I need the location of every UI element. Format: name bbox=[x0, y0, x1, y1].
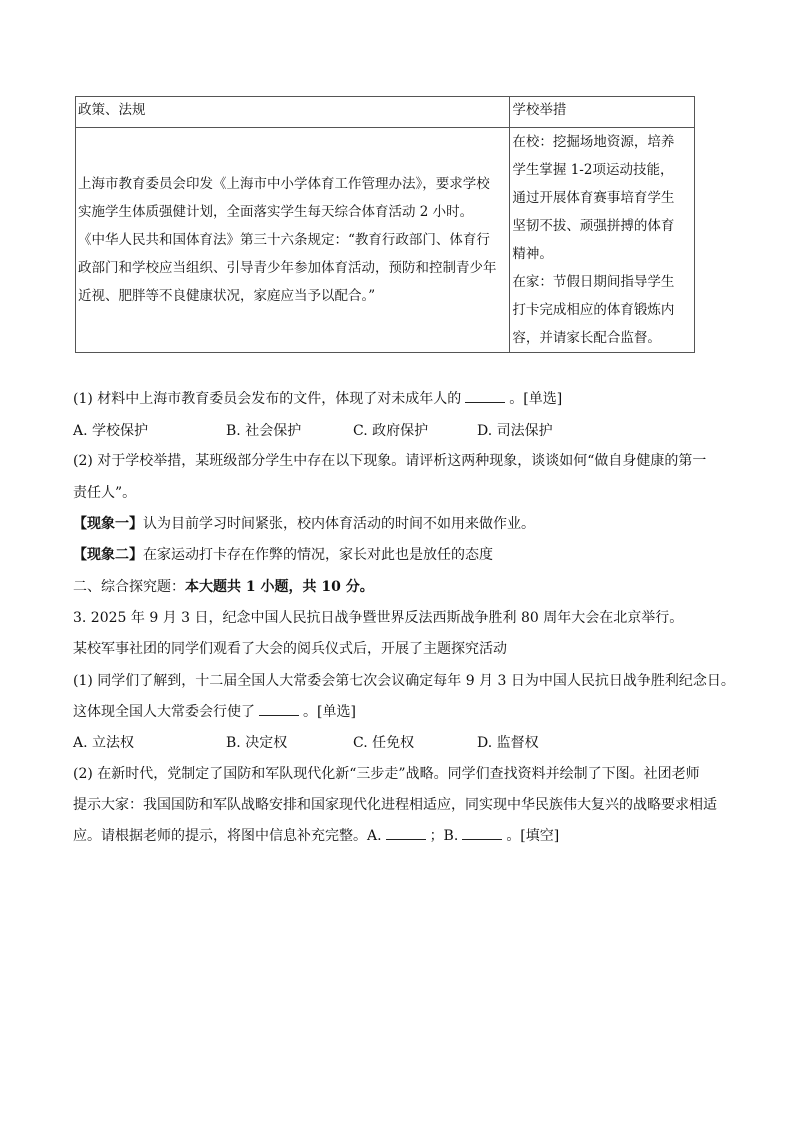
q3-intro-line: 某校军事社团的同学们观看了大会的阅兵仪式后，开展了主题探究活动 bbox=[73, 641, 507, 657]
q1-stem-suffix: 。[单选] bbox=[509, 391, 563, 407]
phenomenon-2 bbox=[73, 544, 493, 564]
measure-line: 容，并请家长配合监督。 bbox=[512, 330, 661, 346]
q1-option-a[interactable]: A. 学校保护 bbox=[73, 423, 149, 439]
policy-line: 上海市教育委员会印发《上海市中小学体育工作管理办法》，要求学校 bbox=[78, 176, 490, 192]
policy-line: 实施学生体质强健计划，全面落实学生每天综合体育活动 2 小时。 bbox=[78, 204, 474, 220]
q3-sub2-suffix: 。[填空] bbox=[506, 828, 560, 844]
q1-stem bbox=[73, 388, 562, 408]
q3-intro-line: 3. 2025 年 9 月 3 日，纪念中国人民抗日战争暨世界反法西斯战争胜利 80 周年大会在北京举行。 bbox=[73, 610, 684, 626]
q3-sub2-line: (2) 在新时代，党制定了国防和军队现代化新“三步走”战略。同学们查找资料并绘制了下图。社团老师 bbox=[73, 766, 700, 782]
phenomenon-1 bbox=[73, 513, 535, 533]
section-2-title-normal: 二、综合探究题： bbox=[73, 579, 185, 595]
q3-sub1-line: (1) 同学们了解到，十二届全国人大常委会第七次会议确定每年 9 月 3 日为中国人民抗日战争胜利纪念日。 bbox=[73, 673, 735, 689]
header-policy-cell: 政策、法规 bbox=[76, 97, 510, 128]
table-body-row bbox=[76, 128, 695, 353]
q3-sub1-answer-blank[interactable] bbox=[259, 703, 299, 716]
measure-line: 通过开展体育赛事培育学生 bbox=[512, 190, 675, 206]
q3-sub2-last-line bbox=[73, 825, 559, 845]
q1-option-d[interactable]: D. 司法保护 bbox=[477, 423, 553, 439]
policy-text-cell bbox=[76, 128, 510, 353]
q3-option-c[interactable]: C. 任免权 bbox=[353, 735, 415, 751]
policy-line: 近视、肥胖等不良健康状况，家庭应当予以配合。” bbox=[78, 288, 376, 304]
q1-option-b[interactable]: B. 社会保护 bbox=[226, 423, 302, 439]
q3-sub2-separator: ；B. bbox=[429, 828, 459, 844]
measure-line: 学生掌握 1-2项运动技能， bbox=[512, 162, 674, 178]
table-header-row bbox=[76, 97, 695, 128]
q3-option-a[interactable]: A. 立法权 bbox=[73, 735, 135, 751]
q1-answer-blank[interactable] bbox=[465, 390, 505, 403]
q2-stem-line: 责任人”。 bbox=[73, 485, 137, 501]
q3-sub2-line: 提示大家：我国国防和军队战略安排和国家现代化进程相适应，同实现中华民族伟大复兴的战略要求相适 bbox=[73, 797, 717, 813]
header-measures-cell: 学校举措 bbox=[510, 97, 695, 128]
measure-line: 坚韧不拔、顽强拼搏的体育 bbox=[512, 218, 675, 234]
q1-option-c[interactable]: C. 政府保护 bbox=[353, 423, 429, 439]
q3-sub1-text: 这体现全国人大常委会行使了 bbox=[73, 704, 255, 720]
section-2-title-bold: 本大题共 1 小题，共 10 分。 bbox=[185, 579, 374, 595]
measure-line: 精神。 bbox=[512, 246, 553, 262]
phenomenon-1-text: 认为目前学习时间紧张，校内体育活动的时间不如用来做作业。 bbox=[143, 516, 535, 532]
policy-line: 《中华人民共和国体育法》第三十六条规定：“教育行政部门、体育行 bbox=[78, 232, 490, 248]
policy-table bbox=[75, 96, 695, 353]
q3-sub2-text: 应。请根据老师的提示，将图中信息补充完整。A. bbox=[73, 828, 382, 844]
phenomenon-2-text: 在家运动打卡存在作弊的情况，家长对此也是放任的态度 bbox=[143, 547, 493, 563]
measure-line: 打卡完成相应的体育锻炼内 bbox=[512, 302, 675, 318]
phenomenon-1-tag: 【现象一】 bbox=[73, 516, 143, 532]
q3-sub1-suffix: 。[单选] bbox=[303, 704, 356, 720]
measure-line: 在校：挖掘场地资源，培养 bbox=[512, 134, 675, 150]
phenomenon-2-tag: 【现象二】 bbox=[73, 547, 143, 563]
q3-sub2-blank-b[interactable] bbox=[462, 827, 502, 840]
q3-sub2-blank-a[interactable] bbox=[386, 827, 426, 840]
measures-text-cell bbox=[510, 128, 695, 353]
measure-line: 在家：节假日期间指导学生 bbox=[512, 274, 675, 290]
q3-option-d[interactable]: D. 监督权 bbox=[477, 735, 539, 751]
section-2-title bbox=[73, 576, 374, 596]
q2-stem-line: (2) 对于学校举措，某班级部分学生中存在以下现象。请评析这两种现象，谈谈如何“做自身健康的第一 bbox=[73, 453, 707, 469]
q1-stem-text: (1) 材料中上海市教育委员会发布的文件，体现了对未成年人的 bbox=[73, 391, 462, 407]
q3-option-b[interactable]: B. 决定权 bbox=[226, 735, 288, 751]
policy-line: 政部门和学校应当组织、引导青少年参加体育活动，预防和控制青少年 bbox=[78, 260, 497, 276]
q3-sub1-stem bbox=[73, 701, 356, 721]
